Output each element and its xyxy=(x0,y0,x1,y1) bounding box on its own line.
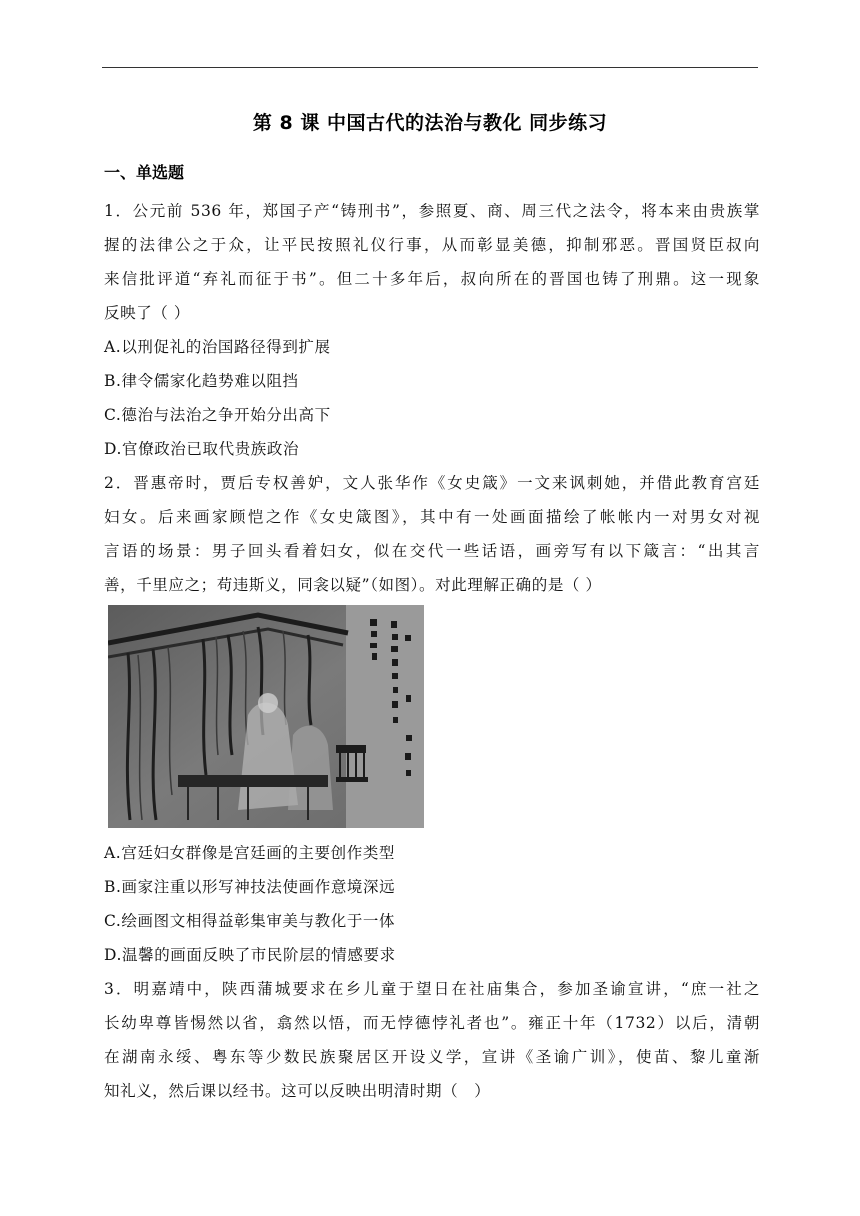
q1-option-b: B.律令儒家化趋势难以阻挡 xyxy=(104,372,299,390)
q3-stem-line: 3．明嘉靖中，陕西蒲城要求在乡儿童于望日在社庙集合，参加圣谕宣讲，“庶一社之 xyxy=(104,980,760,998)
painting-image xyxy=(108,605,424,828)
q1-option-a: A.以刑促礼的治国路径得到扩展 xyxy=(104,338,331,356)
q1-option-c: C.德治与法治之争开始分出高下 xyxy=(104,406,331,424)
q2-option-d: D.温馨的画面反映了市民阶层的情感要求 xyxy=(104,946,396,964)
q1-stem-line: 1．公元前 536 年，郑国子产“铸刑书”，参照夏、商、周三代之法令，将本来由贵族掌 xyxy=(104,202,760,220)
q1-stem-line: 来信批评道“弃礼而征于书”。但二十多年后，叔向所在的晋国也铸了刑鼎。这一现象 xyxy=(104,270,760,288)
q2-option-a: A.宫廷妇女群像是宫廷画的主要创作类型 xyxy=(104,844,396,862)
section-heading: 一、单选题 xyxy=(104,163,185,182)
painting-figure xyxy=(108,605,424,828)
q1-stem-line: 握的法律公之于众，让平民按照礼仪行事，从而彰显美德，抑制邪恶。晋国贤臣叔向 xyxy=(104,236,760,254)
header-rule xyxy=(102,67,758,68)
q1-stem-line: 反映了（ ） xyxy=(104,304,191,322)
q2-option-c: C.绘画图文相得益彰集审美与教化于一体 xyxy=(104,912,396,930)
q2-stem-line: 善，千里应之；苟违斯义，同衾以疑”（如图）。对此理解正确的是（ ） xyxy=(104,576,602,594)
q3-stem-line: 知礼义，然后课以经书。这可以反映出明清时期（ ） xyxy=(104,1082,491,1100)
q3-stem-line: 在湖南永绥、粤东等少数民族聚居区开设义学，宣讲《圣谕广训》，使苗、黎儿童渐 xyxy=(104,1048,760,1066)
q2-stem-line: 妇女。后来画家顾恺之作《女史箴图》，其中有一处画面描绘了帐帐内一对男女对视 xyxy=(104,508,760,526)
page-title: 第 8 课 中国古代的法治与教化 同步练习 xyxy=(252,112,608,134)
q2-option-b: B.画家注重以形写神技法使画作意境深远 xyxy=(104,878,396,896)
q2-stem-line: 言语的场景：男子回头看着妇女，似在交代一些话语，画旁写有以下箴言：“出其言 xyxy=(104,542,760,560)
q1-option-d: D.官僚政治已取代贵族政治 xyxy=(104,440,300,458)
q2-stem-line: 2．晋惠帝时，贾后专权善妒，文人张华作《女史箴》一文来讽刺她，并借此教育宫廷 xyxy=(104,474,760,492)
q3-stem-line: 长幼卑尊皆惕然以省，翕然以悟，而无悖德悖礼者也”。雍正十年（1732）以后，清朝 xyxy=(104,1014,760,1032)
